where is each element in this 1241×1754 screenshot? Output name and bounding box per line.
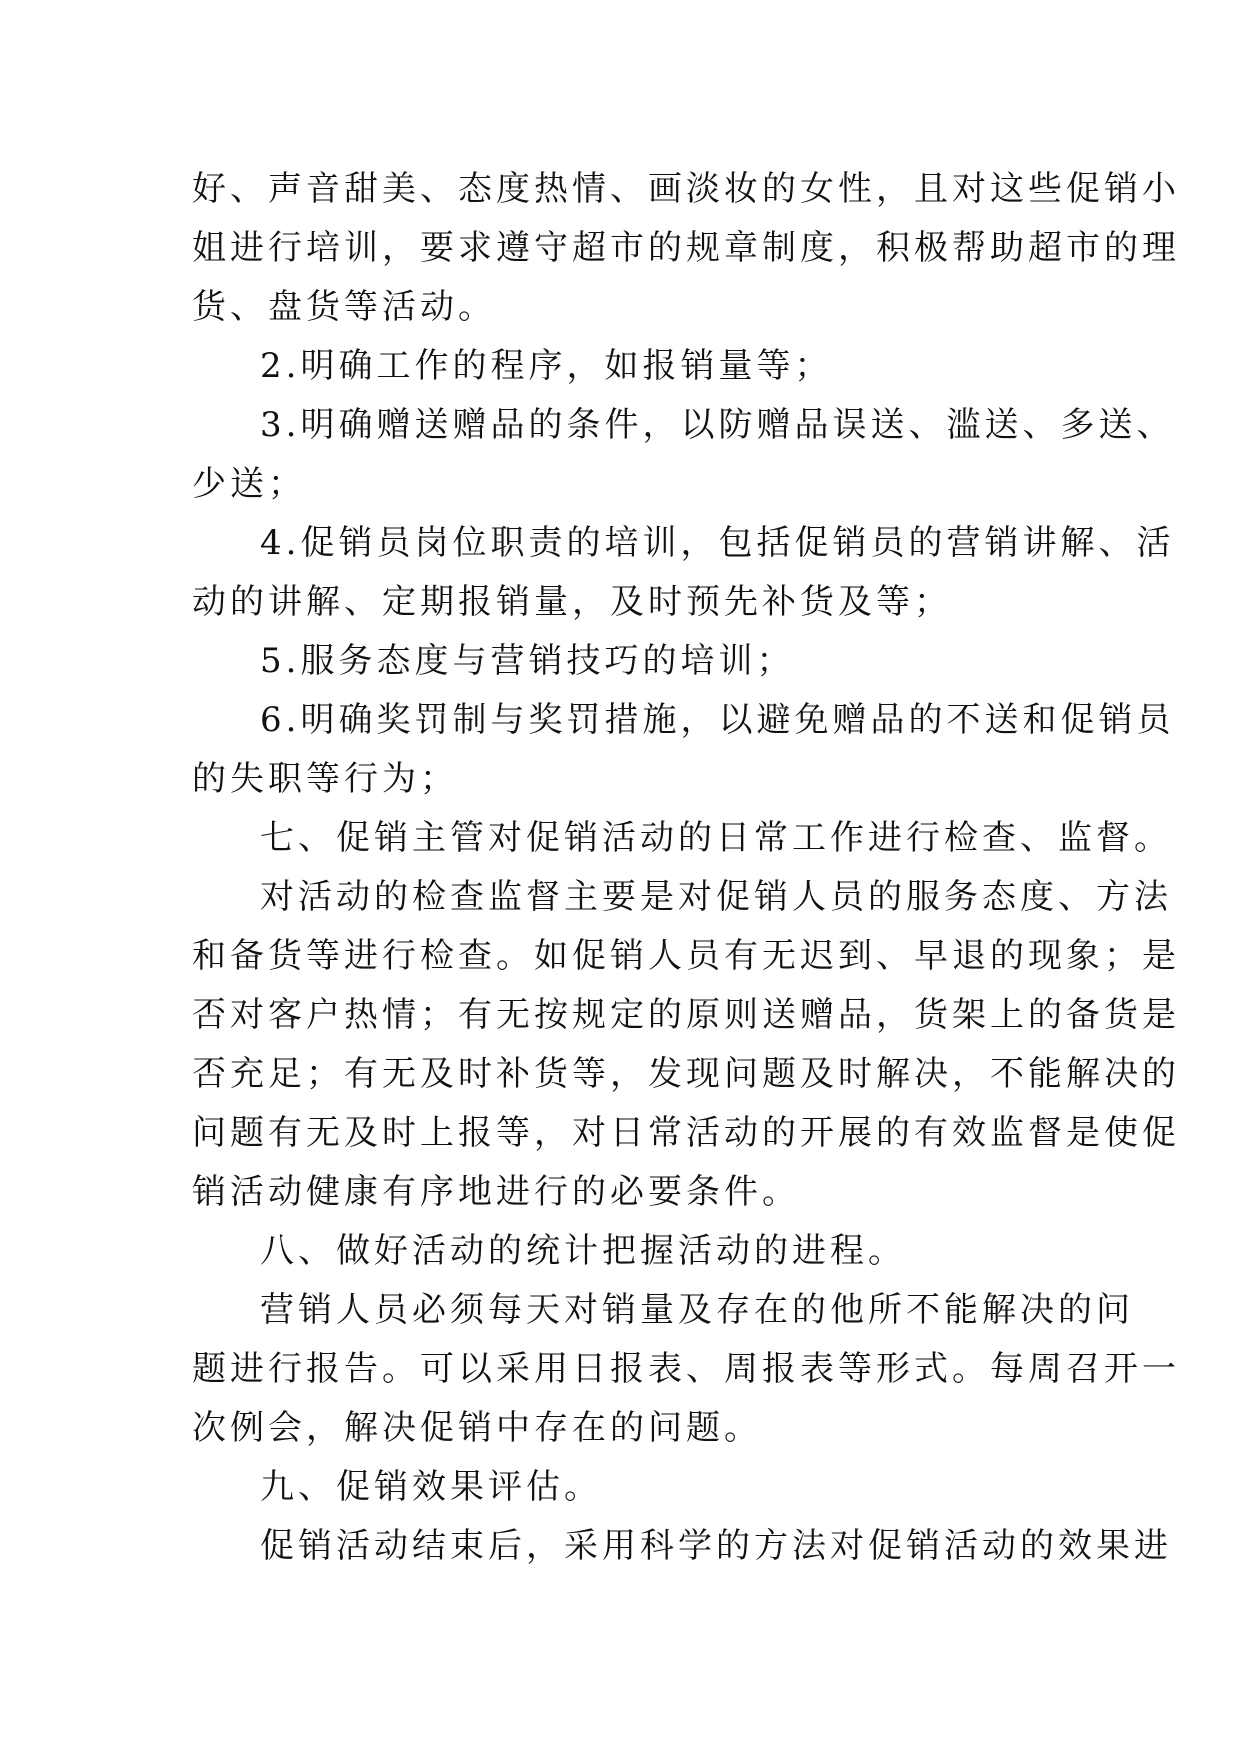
- text-line: 问题有无及时上报等，对日常活动的开展的有效监督是使促: [192, 1113, 1180, 1153]
- text-line: 和备货等进行检查。如促销人员有无迟到、早退的现象；是: [192, 936, 1180, 976]
- text-line: 货、盘货等活动。: [192, 287, 496, 327]
- text-line: 4.促销员岗位职责的培训，包括促销员的营销讲解、活: [260, 523, 1175, 563]
- text-line: 少送；: [192, 464, 306, 504]
- text-line: 2.明确工作的程序，如报销量等；: [260, 346, 833, 386]
- text-line: 否充足；有无及时补货等，发现问题及时解决，不能解决的: [192, 1054, 1180, 1094]
- text-line: 题进行报告。可以采用日报表、周报表等形式。每周召开一: [192, 1349, 1180, 1389]
- text-line: 动的讲解、定期报销量，及时预先补货及等；: [192, 582, 952, 622]
- text-line: 否对客户热情；有无按规定的原则送赠品，货架上的备货是: [192, 995, 1180, 1035]
- text-line: 好、声音甜美、态度热情、画淡妆的女性，且对这些促销小: [192, 169, 1180, 209]
- text-line: 销活动健康有序地进行的必要条件。: [192, 1172, 800, 1212]
- section-heading: 七、促销主管对促销活动的日常工作进行检查、监督。: [260, 818, 1172, 858]
- text-line: 次例会，解决促销中存在的问题。: [192, 1408, 762, 1448]
- section-heading: 九、促销效果评估。: [260, 1467, 602, 1507]
- text-line: 营销人员必须每天对销量及存在的他所不能解决的问: [260, 1290, 1134, 1330]
- text-line: 对活动的检查监督主要是对促销人员的服务态度、方法: [260, 877, 1172, 917]
- text-line: 姐进行培训，要求遵守超市的规章制度，积极帮助超市的理: [192, 228, 1180, 268]
- text-line: 6.明确奖罚制与奖罚措施，以避免赠品的不送和促销员: [260, 700, 1175, 740]
- text-line: 促销活动结束后，采用科学的方法对促销活动的效果进: [260, 1526, 1172, 1566]
- text-line: 3.明确赠送赠品的条件，以防赠品误送、滥送、多送、: [260, 405, 1175, 445]
- text-line: 的失职等行为；: [192, 759, 458, 799]
- text-line: 5.服务态度与营销技巧的培训；: [260, 641, 795, 681]
- document-body: [192, 160, 1180, 1576]
- section-heading: 八、做好活动的统计把握活动的进程。: [260, 1231, 906, 1271]
